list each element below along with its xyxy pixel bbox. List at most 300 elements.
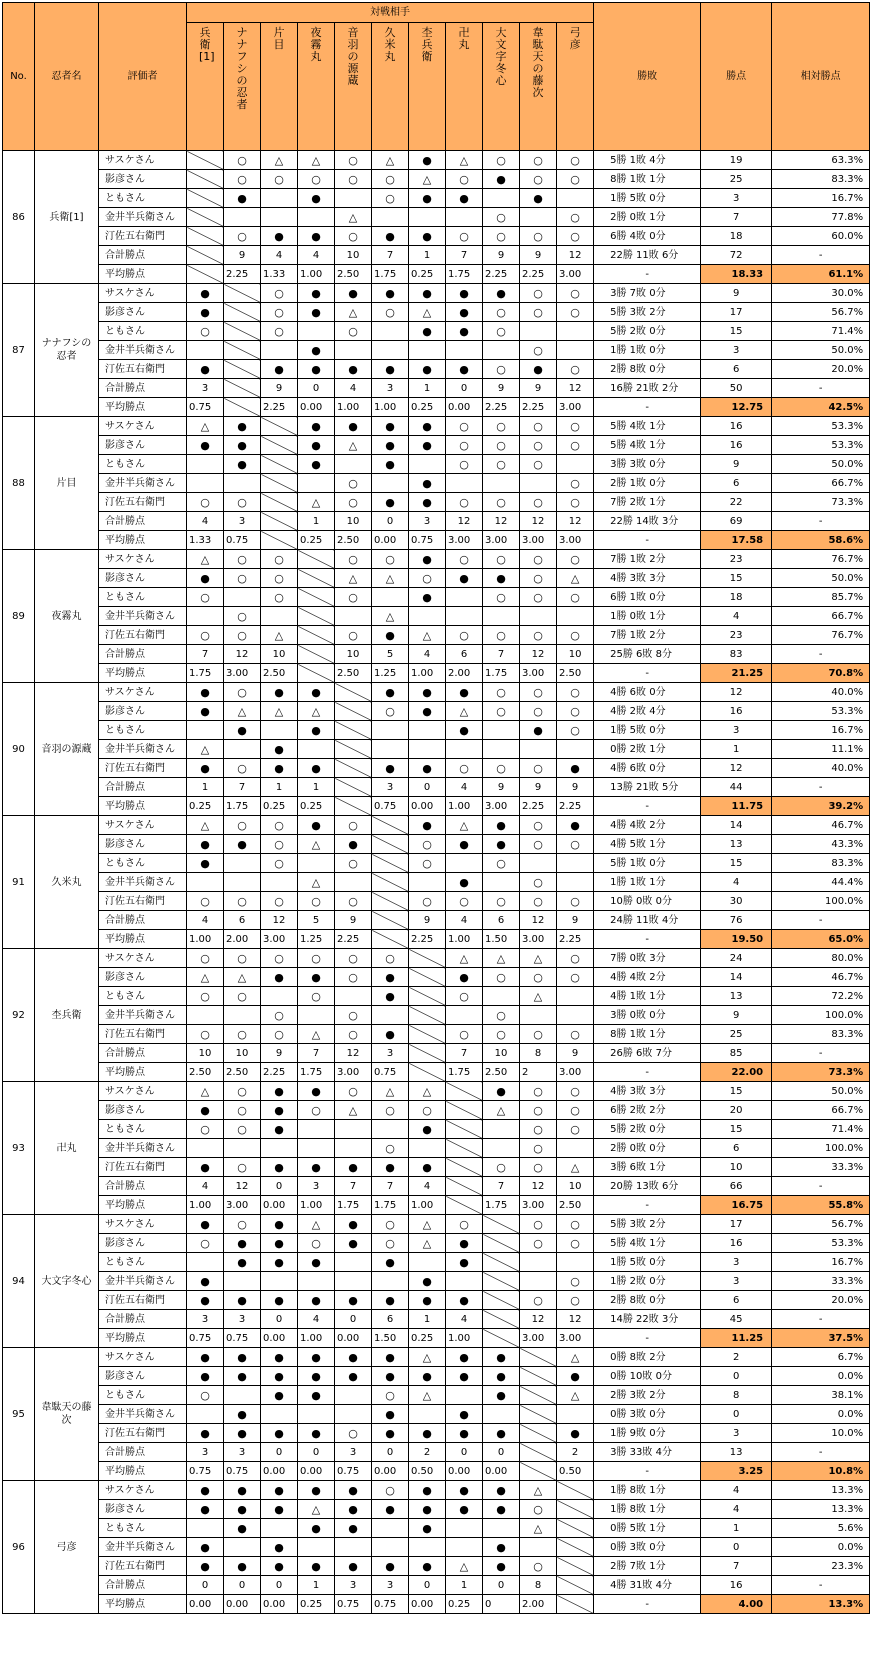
result-cell: ○ — [520, 1158, 557, 1177]
evaluator-cell: サスケさん — [99, 949, 187, 968]
record-cell: 1勝 1敗 1分 — [594, 873, 701, 892]
result-cell: 0.25 — [446, 1595, 483, 1614]
self-match-cell — [409, 968, 446, 987]
result-cell: 7 — [446, 1044, 483, 1063]
result-cell: ○ — [298, 949, 335, 968]
result-cell: ● — [298, 284, 335, 303]
self-match-cell — [372, 854, 409, 873]
self-match-cell — [224, 284, 261, 303]
result-cell: ● — [372, 1025, 409, 1044]
record-cell: - — [594, 797, 701, 816]
points-cell: 11.25 — [701, 1329, 772, 1348]
result-cell: 0.00 — [261, 1196, 298, 1215]
result-cell: ● — [335, 1557, 372, 1576]
result-cell: ● — [224, 835, 261, 854]
record-cell: 5勝 4敗 1分 — [594, 436, 701, 455]
result-cell: ● — [483, 835, 520, 854]
result-cell: ● — [557, 759, 594, 778]
evaluator-cell: 影彦さん — [99, 436, 187, 455]
result-cell: 2.50 — [557, 1196, 594, 1215]
result-cell: ○ — [298, 892, 335, 911]
result-cell: ○ — [446, 455, 483, 474]
result-cell: ○ — [557, 1291, 594, 1310]
result-cell: 0 — [409, 778, 446, 797]
result-cell: ○ — [372, 1139, 409, 1158]
record-cell: 6勝 4敗 0分 — [594, 227, 701, 246]
result-cell: ○ — [483, 683, 520, 702]
self-match-cell — [520, 1462, 557, 1481]
self-match-cell — [298, 569, 335, 588]
result-cell: ○ — [520, 1500, 557, 1519]
result-cell: ○ — [187, 493, 224, 512]
result-cell: ○ — [335, 626, 372, 645]
result-cell — [224, 740, 261, 759]
relative-points-cell: - — [772, 1443, 870, 1462]
result-cell: ○ — [187, 322, 224, 341]
result-cell — [261, 1272, 298, 1291]
header-opponent — [520, 23, 557, 151]
self-match-cell — [261, 531, 298, 550]
record-cell: 1勝 5敗 0分 — [594, 1253, 701, 1272]
record-cell: 0勝 5敗 1分 — [594, 1519, 701, 1538]
result-cell — [409, 1538, 446, 1557]
result-cell — [335, 1386, 372, 1405]
points-cell: 0 — [701, 1367, 772, 1386]
points-cell: 15 — [701, 569, 772, 588]
table-row — [3, 1595, 870, 1614]
result-cell: ○ — [446, 1215, 483, 1234]
evaluator-cell: 金井半兵衛さん — [99, 740, 187, 759]
result-cell: 1.25 — [298, 930, 335, 949]
relative-points-cell: 80.0% — [772, 949, 870, 968]
record-cell: - — [594, 1329, 701, 1348]
self-match-cell — [557, 1519, 594, 1538]
header-opponent-label: 夜霧丸 — [310, 26, 322, 63]
evaluator-cell: 平均勝点 — [99, 797, 187, 816]
evaluator-cell: 影彦さん — [99, 569, 187, 588]
header-opponent-label: 韋駄天の藤次 — [532, 26, 544, 99]
result-cell: 2.50 — [224, 1063, 261, 1082]
result-cell: ● — [520, 360, 557, 379]
result-cell: ● — [261, 360, 298, 379]
result-cell: ● — [372, 987, 409, 1006]
result-cell: ● — [187, 303, 224, 322]
result-cell: ● — [335, 1519, 372, 1538]
record-cell: 3勝 7敗 0分 — [594, 284, 701, 303]
ninja-number: 92 — [3, 949, 35, 1082]
result-cell: ● — [446, 303, 483, 322]
result-cell: △ — [520, 1519, 557, 1538]
result-cell: △ — [409, 303, 446, 322]
table-row — [3, 892, 870, 911]
result-cell: 9 — [520, 379, 557, 398]
result-cell: 2 — [557, 1443, 594, 1462]
table-row — [3, 1215, 870, 1234]
result-cell: 0 — [298, 379, 335, 398]
header-opponent-label: ナナフシの忍者 — [236, 26, 248, 111]
relative-points-cell: 0.0% — [772, 1538, 870, 1557]
result-cell: ● — [187, 1291, 224, 1310]
evaluator-cell: 平均勝点 — [99, 265, 187, 284]
result-cell — [224, 1386, 261, 1405]
evaluator-cell: 合計勝点 — [99, 246, 187, 265]
result-cell: ○ — [520, 1101, 557, 1120]
table-row — [3, 816, 870, 835]
result-cell: ○ — [187, 892, 224, 911]
result-cell: ○ — [520, 341, 557, 360]
result-cell — [224, 1139, 261, 1158]
result-cell: 2.25 — [409, 930, 446, 949]
ninja-number: 91 — [3, 816, 35, 949]
result-cell: ● — [298, 189, 335, 208]
result-cell: ○ — [187, 949, 224, 968]
record-cell: 4勝 5敗 1分 — [594, 835, 701, 854]
result-cell: ● — [446, 968, 483, 987]
result-cell — [520, 208, 557, 227]
evaluator-cell: 影彦さん — [99, 303, 187, 322]
result-cell: 4 — [187, 512, 224, 531]
result-cell — [483, 189, 520, 208]
result-cell: 12 — [557, 246, 594, 265]
ninja-name: 卍丸 — [35, 1082, 99, 1215]
points-cell: 13 — [701, 835, 772, 854]
result-cell: 12 — [557, 512, 594, 531]
table-row — [3, 1082, 870, 1101]
header-opponent — [446, 23, 483, 151]
result-cell: ● — [335, 1367, 372, 1386]
result-cell: 7 — [224, 778, 261, 797]
table-row — [3, 664, 870, 683]
result-cell: ● — [409, 683, 446, 702]
relative-points-cell: 44.4% — [772, 873, 870, 892]
self-match-cell — [557, 1500, 594, 1519]
evaluator-cell: 合計勝点 — [99, 911, 187, 930]
result-cell: 0.75 — [187, 1462, 224, 1481]
result-cell: ○ — [557, 588, 594, 607]
result-cell: ○ — [557, 227, 594, 246]
result-cell: ● — [372, 1557, 409, 1576]
result-cell — [298, 322, 335, 341]
result-cell: ○ — [520, 873, 557, 892]
relative-points-cell: - — [772, 1044, 870, 1063]
result-cell: 1 — [298, 1576, 335, 1595]
result-cell: 3.00 — [520, 1329, 557, 1348]
result-cell: 0.75 — [335, 1595, 372, 1614]
result-cell: △ — [298, 1500, 335, 1519]
evaluator-cell: ともさん — [99, 1120, 187, 1139]
evaluator-cell: 平均勝点 — [99, 930, 187, 949]
result-cell: ○ — [557, 626, 594, 645]
relative-points-cell: 73.3% — [772, 1063, 870, 1082]
evaluator-cell: 平均勝点 — [99, 1462, 187, 1481]
result-cell — [261, 721, 298, 740]
table-row — [3, 436, 870, 455]
table-row — [3, 151, 870, 170]
result-cell — [372, 474, 409, 493]
result-cell: ○ — [187, 1120, 224, 1139]
record-cell: 5勝 4敗 1分 — [594, 417, 701, 436]
result-cell: ● — [335, 1481, 372, 1500]
result-cell: 12 — [520, 645, 557, 664]
result-cell: 9 — [261, 1044, 298, 1063]
table-row — [3, 189, 870, 208]
result-cell: 0.50 — [557, 1462, 594, 1481]
relative-points-cell: 38.1% — [772, 1386, 870, 1405]
result-cell: 0 — [483, 1443, 520, 1462]
result-cell — [187, 721, 224, 740]
evaluator-cell: 汀佐五右衛門 — [99, 759, 187, 778]
result-cell: ○ — [483, 626, 520, 645]
result-cell: ● — [298, 1348, 335, 1367]
points-cell: 8 — [701, 1386, 772, 1405]
result-cell: ● — [298, 1424, 335, 1443]
self-match-cell — [409, 1063, 446, 1082]
result-cell — [520, 740, 557, 759]
table-row — [3, 626, 870, 645]
result-cell: 0.00 — [446, 398, 483, 417]
result-cell — [446, 588, 483, 607]
result-cell: ○ — [409, 1101, 446, 1120]
points-cell: 16 — [701, 702, 772, 721]
record-cell: - — [594, 1196, 701, 1215]
result-cell: 9 — [261, 379, 298, 398]
result-cell: 1.00 — [187, 930, 224, 949]
result-cell: △ — [335, 303, 372, 322]
result-cell: ● — [335, 1234, 372, 1253]
table-row — [3, 322, 870, 341]
result-cell: 1.00 — [298, 265, 335, 284]
result-cell: ○ — [483, 1006, 520, 1025]
result-cell: ○ — [520, 227, 557, 246]
points-cell: 23 — [701, 550, 772, 569]
self-match-cell — [446, 1196, 483, 1215]
points-cell: 24 — [701, 949, 772, 968]
result-cell: ○ — [261, 550, 298, 569]
result-cell: ● — [483, 1500, 520, 1519]
result-cell: ● — [187, 702, 224, 721]
result-cell — [446, 208, 483, 227]
points-cell: 16 — [701, 417, 772, 436]
evaluator-cell: 合計勝点 — [99, 512, 187, 531]
result-cell: ● — [187, 1500, 224, 1519]
result-cell: ● — [409, 702, 446, 721]
result-cell: ○ — [557, 550, 594, 569]
result-cell: ○ — [483, 493, 520, 512]
result-cell: ○ — [224, 569, 261, 588]
result-cell: ○ — [557, 170, 594, 189]
record-cell: 22勝 14敗 3分 — [594, 512, 701, 531]
result-cell: ○ — [224, 949, 261, 968]
result-cell: ● — [261, 1367, 298, 1386]
result-cell: ● — [446, 322, 483, 341]
evaluator-cell: 影彦さん — [99, 1101, 187, 1120]
result-cell: 2.25 — [335, 930, 372, 949]
evaluator-cell: 合計勝点 — [99, 1576, 187, 1595]
result-cell: △ — [224, 968, 261, 987]
result-cell: 0 — [372, 512, 409, 531]
record-cell: - — [594, 398, 701, 417]
result-cell: 0 — [261, 1576, 298, 1595]
relative-points-cell: 55.8% — [772, 1196, 870, 1215]
record-cell: - — [594, 1063, 701, 1082]
result-cell: 4 — [446, 1310, 483, 1329]
result-cell — [224, 1538, 261, 1557]
result-cell: ● — [224, 1253, 261, 1272]
result-cell — [483, 1405, 520, 1424]
table-row — [3, 246, 870, 265]
record-cell: 4勝 1敗 1分 — [594, 987, 701, 1006]
points-cell: 15 — [701, 1120, 772, 1139]
record-cell: 2勝 8敗 0分 — [594, 360, 701, 379]
result-cell: 4 — [261, 246, 298, 265]
result-cell: ○ — [520, 816, 557, 835]
result-cell: △ — [520, 1481, 557, 1500]
result-cell: ● — [446, 683, 483, 702]
relative-points-cell: 50.0% — [772, 569, 870, 588]
relative-points-cell: 20.0% — [772, 1291, 870, 1310]
self-match-cell — [224, 360, 261, 379]
result-cell: ○ — [557, 683, 594, 702]
result-cell: ○ — [409, 892, 446, 911]
evaluator-cell: 影彦さん — [99, 1367, 187, 1386]
table-row — [3, 1405, 870, 1424]
result-cell: ● — [224, 1424, 261, 1443]
result-cell: ● — [187, 1215, 224, 1234]
result-cell: ● — [224, 1481, 261, 1500]
result-cell: ● — [187, 1557, 224, 1576]
result-cell: ● — [298, 1367, 335, 1386]
result-cell: 1 — [446, 1576, 483, 1595]
result-cell: 1.75 — [187, 664, 224, 683]
relative-points-cell: 16.7% — [772, 189, 870, 208]
result-cell: ○ — [224, 683, 261, 702]
evaluator-cell: 合計勝点 — [99, 379, 187, 398]
relative-points-cell: 46.7% — [772, 816, 870, 835]
result-cell — [520, 1006, 557, 1025]
result-cell: ○ — [483, 417, 520, 436]
relative-points-cell: 16.7% — [772, 1253, 870, 1272]
result-cell: △ — [446, 151, 483, 170]
points-cell: 6 — [701, 1139, 772, 1158]
result-cell — [335, 1405, 372, 1424]
self-match-cell — [335, 702, 372, 721]
evaluator-cell: 影彦さん — [99, 968, 187, 987]
result-cell: ○ — [483, 360, 520, 379]
self-match-cell — [483, 1291, 520, 1310]
record-cell: 3勝 33敗 4分 — [594, 1443, 701, 1462]
result-cell: ● — [187, 1272, 224, 1291]
evaluator-cell: 影彦さん — [99, 835, 187, 854]
evaluator-cell: 影彦さん — [99, 1234, 187, 1253]
result-cell: 4 — [446, 911, 483, 930]
result-cell: ○ — [483, 151, 520, 170]
evaluator-cell: 金井半兵衛さん — [99, 341, 187, 360]
result-cell: 0 — [224, 1576, 261, 1595]
result-cell: 0.75 — [224, 1329, 261, 1348]
result-cell: ○ — [224, 1215, 261, 1234]
record-cell: 4勝 31敗 4分 — [594, 1576, 701, 1595]
result-cell: ● — [409, 1272, 446, 1291]
result-cell: ● — [261, 1082, 298, 1101]
record-cell: 10勝 0敗 0分 — [594, 892, 701, 911]
result-cell: ● — [446, 1367, 483, 1386]
self-match-cell — [446, 1101, 483, 1120]
result-cell: ● — [224, 1367, 261, 1386]
result-cell: ○ — [520, 493, 557, 512]
relative-points-cell: 83.3% — [772, 854, 870, 873]
result-cell: ● — [372, 1348, 409, 1367]
result-cell: ○ — [261, 569, 298, 588]
result-cell: ● — [446, 873, 483, 892]
result-cell — [224, 208, 261, 227]
result-cell: ○ — [187, 987, 224, 1006]
result-cell: 0.25 — [298, 1595, 335, 1614]
result-cell: ● — [409, 1291, 446, 1310]
result-cell — [335, 1272, 372, 1291]
table-row — [3, 512, 870, 531]
result-cell — [520, 474, 557, 493]
table-row — [3, 1291, 870, 1310]
header-opponent — [372, 23, 409, 151]
result-cell: 10 — [224, 1044, 261, 1063]
table-row — [3, 797, 870, 816]
result-cell: ○ — [483, 1158, 520, 1177]
result-cell — [372, 740, 409, 759]
result-cell: ○ — [224, 550, 261, 569]
relative-points-cell: 39.2% — [772, 797, 870, 816]
points-cell: 21.25 — [701, 664, 772, 683]
result-cell: △ — [187, 1082, 224, 1101]
self-match-cell — [446, 1120, 483, 1139]
result-cell: 0.75 — [224, 531, 261, 550]
result-cell: 0 — [261, 1443, 298, 1462]
points-cell: 15 — [701, 322, 772, 341]
result-cell: ● — [335, 360, 372, 379]
result-cell — [335, 1120, 372, 1139]
points-cell: 18 — [701, 588, 772, 607]
result-cell: ○ — [446, 1025, 483, 1044]
result-cell — [446, 1272, 483, 1291]
evaluator-cell: 金井半兵衛さん — [99, 474, 187, 493]
result-cell: 0.75 — [372, 1595, 409, 1614]
result-cell: ● — [224, 1291, 261, 1310]
result-cell: ○ — [520, 284, 557, 303]
result-cell: ● — [483, 1386, 520, 1405]
result-cell — [261, 607, 298, 626]
result-cell: ● — [261, 1500, 298, 1519]
result-cell: ● — [372, 1405, 409, 1424]
points-cell: 3 — [701, 1253, 772, 1272]
result-cell: 1.75 — [483, 1196, 520, 1215]
result-cell — [557, 1253, 594, 1272]
result-cell: ○ — [335, 588, 372, 607]
result-cell: 4 — [335, 379, 372, 398]
result-cell: ● — [298, 1082, 335, 1101]
record-cell: 4勝 2敗 4分 — [594, 702, 701, 721]
self-match-cell — [372, 911, 409, 930]
result-cell: ○ — [335, 892, 372, 911]
result-cell: 2.25 — [557, 797, 594, 816]
result-cell — [298, 854, 335, 873]
relative-points-cell: 70.8% — [772, 664, 870, 683]
evaluator-cell: ともさん — [99, 1519, 187, 1538]
result-cell: ○ — [187, 588, 224, 607]
points-cell: 3 — [701, 341, 772, 360]
result-cell: ● — [409, 493, 446, 512]
evaluator-cell: サスケさん — [99, 1215, 187, 1234]
result-cell: ○ — [446, 550, 483, 569]
result-cell: 1.00 — [409, 1196, 446, 1215]
